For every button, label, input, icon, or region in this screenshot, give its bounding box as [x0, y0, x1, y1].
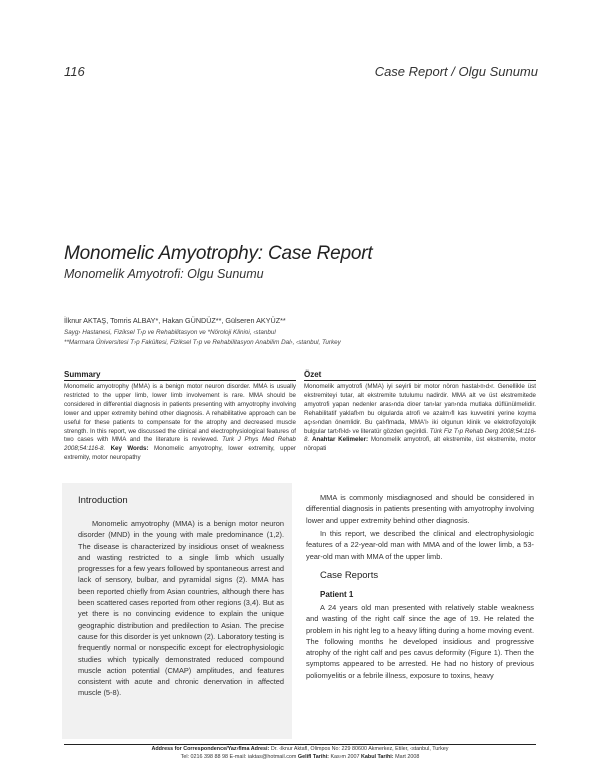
footer-line-1 [64, 746, 536, 754]
summary-rule [64, 380, 296, 381]
article-subtitle: Monomelik Amyotrofi: Olgu Sunumu [64, 267, 264, 281]
affiliation-2: **Marmara Üniversitesi T›p Fakültesi, Fiziksel T›p ve Rehabilitasyon Anabilim Dal›, ‹stanbul, Turkey [64, 339, 341, 346]
author-list: İlknur AKTAŞ, Tomris ALBAY*, Hakan GÜNDÜZ**, Gülseren AKYÜZ** [64, 316, 286, 325]
accepted-date: Mart 2008 [395, 753, 420, 760]
summary-heading: Summary [64, 370, 101, 379]
affiliation-1: Sayg› Hastanesi, Fiziksel T›p ve Rehabilitasyon ve *Nöroloji Klini¤i, ‹stanbul [64, 329, 276, 336]
received-date: Kas›m 2007 [330, 753, 360, 760]
footer-rule [64, 744, 536, 745]
running-head: Case Report / Olgu Sunumu [374, 64, 538, 79]
case-reports-heading: Case Reports [320, 570, 379, 581]
ozet-citation: Türk Fiz T›p Rehab Derg 2008;54:116-8. [304, 427, 536, 444]
address-text: Dr. ‹lknur Aktafl, Olimpos No: 229 80600 Akmerkez, Etiler, ‹stanbul, Turkey [270, 746, 449, 752]
article-title: Monomelic Amyotrophy: Case Report [64, 243, 373, 264]
summary-abstract [64, 383, 296, 463]
summary-keywords: Monomelic amyotrophy, lower extremity, upper extremity, motor neuropathy [64, 445, 296, 462]
ozet-rule [304, 380, 536, 381]
correspondence-footer [64, 746, 536, 761]
ozet-body: Monomelik amyotrofi (MMA) iyi seyirli bir motor nöron hastal›¤›d›r. Genellikle üst ekstremiteyi tutar, alt ekstremite tutulumu nadirdir. MMA alt ve üst ekstremitede amyotrofi yapan nedenler aras›nda di¤er tan›lar yan›nda mutlaka düflünülmelidir. Rehabilitatif yaklafl›m bu olgularda atrofi ve azalm›fl kas kuvvetini yerine koyma aç›s›ndan önemlidir. Bu çal›flmada, MMA'l› iki olgunun klinik ve elektrofizyolojik bulgular tart›fl›ld› ve literatür gözden geçirildi. [304, 383, 536, 435]
page-number: 116 [64, 64, 85, 79]
right-paragraph-1: MMA is commonly misdiagnosed and should be considered in differential diagnosis in patients presenting with amyotrophy involving lower and upper extremity behind other diagnosis. [306, 493, 534, 525]
patient-1-text: A 24 years old man presented with relatively stable weakness and wasting of the right calf since the age of 19. He related the problem in his right leg to a heavy lifting during a home moving event. The following months he developed insidious and progressive atrophy of the right calf and pes cavus deformity (Figure 1). Then the symptoms appeared to be arrested. He had no history of previous poliomyelitis or a febrile illness, exposure to toxins, heavy [306, 603, 534, 680]
ozet-keywords-label: Anahtar Kelimeler: [311, 436, 369, 444]
footer-line-2 [64, 754, 536, 762]
ozet-abstract [304, 383, 536, 454]
introduction-paragraph: Monomelic amyotrophy (MMA) is a benign motor neuron disorder (MND) in the young with male predominance (1,2). The disease is characterized by insidious onset of weakness and wasting restricted to a single limb which usually progresses for a few years followed by spontaneous arrest and lack of sensory, bulbar, and pyramidal signs (2). MMA has been reported chiefly from Asian countries, although there has been scattered cases reported from other regions (3,4). But as yet there is no convincing evidence to explain the unique geographic distribution and predilection to Asian. The precise cause for this disorder is yet unknown (2). Laboratory testing is frequently normal or nonspecific except for electrophysiologic studies which typically demonstrated reduced compound muscle action potential (CMAP) amplitudes, and features consistent with acute and chronic denervation in affected muscle (5-8). [78, 519, 284, 698]
introduction-heading: Introduction [78, 495, 128, 506]
summary-citation: Turk J Phys Med Rehab 2008;54:116-8. [64, 436, 296, 453]
received-label: Gelifl Tarihi: [297, 753, 329, 760]
patient-1-heading: Patient 1 [320, 590, 354, 599]
ozet-heading: Özet [304, 370, 322, 379]
accepted-label: Kabul Tarihi: [361, 753, 394, 760]
contact-text: Tel: 0216 398 88 98 E-mail: iaktas@hotmail.com [180, 753, 297, 760]
right-paragraph-2: In this report, we described the clinical and electrophysiologic features of a 22-year-old man with MMA and of the lower limb, a 53-year-old man with MMA of the upper limb. [306, 529, 534, 561]
ozet-keywords: Monomelik amyotrofi, alt ekstremite, üst ekstremite, motor nöropati [304, 436, 536, 453]
summary-keywords-label: Key Words: [110, 445, 149, 453]
summary-body: Monomelic amyotrophy (MMA) is a benign motor neuron disorder. MMA is usually restricted to the upper limb, lower limb involvement is rare. MMA should be considered in differential diagnosis in patients presenting with amyotrophy involving lower and upper extremity behind other diagnosis. A rehabilitative approach can be useful for these patients to compensate for the atrophy and decreased muscle strength. In this report, we discussed the clinical and electrophysiological features of two cases with MMA and the literature is reviewed. [64, 383, 296, 444]
address-label: Address for Correspondence/Yaz›flma Adresi: [151, 746, 270, 752]
